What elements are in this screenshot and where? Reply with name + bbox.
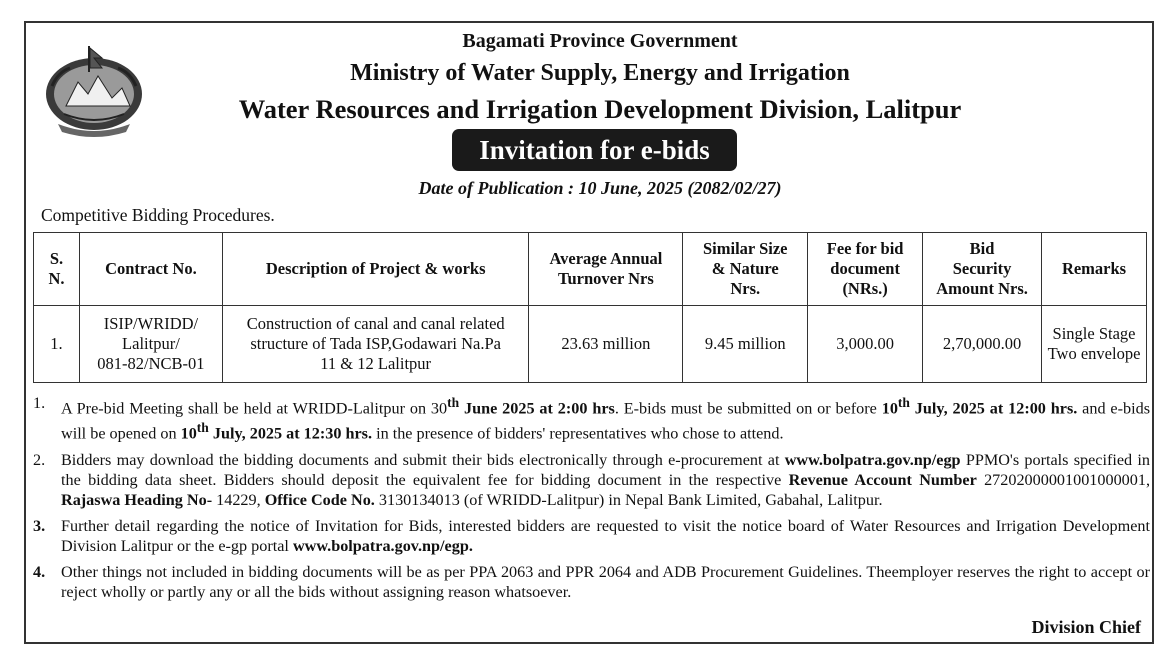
- cell-description: Construction of canal and canal related structure of Tada ISP,Godawari Na.Pa 11 & 12 Lalitpur: [222, 306, 529, 383]
- note-2: 2. Bidders may download the bidding documents and submit their bids electronically through e-procurement at www.bolpatra.gov.np/egp PPMO's portals specified in the bidding data sheet. Bidders should deposit the equivalent fee for bidding document in the respective Revenue Account Number 27202000001001000001, Rajaswa Heading No- 14229, Office Code No. 3130134013 (of WRIDD-Lalitpur) in Nepal Bank Limited, Gabahal, Lalitpur.: [33, 450, 1150, 509]
- ministry-name: Ministry of Water Supply, Energy and Irrigation: [350, 60, 850, 86]
- nepal-emblem-icon: [38, 42, 150, 138]
- note-1: 1. A Pre-bid Meeting shall be held at WRIDD-Lalitpur on 30th June 2025 at 2:00 hrs. E-bids must be submitted on or before 10th July, 2025 at 12:00 hrs. and e-bids will be opened on 10th July, 2025 at 12:30 hrs. in the presence of bidders' representatives who chose to attend.: [33, 394, 1150, 443]
- cell-sn: 1.: [34, 306, 80, 383]
- cell-contract: ISIP/WRIDD/ Lalitpur/ 081-82/NCB-01: [79, 306, 222, 383]
- table-header-row: [34, 233, 1147, 306]
- bid-table: [33, 232, 1147, 383]
- division-name: Water Resources and Irrigation Development Division, Lalitpur: [238, 94, 962, 124]
- notice-title: Invitation for e-bids: [452, 129, 737, 171]
- col-header-security: Bid Security Amount Nrs.: [923, 233, 1042, 306]
- col-header-description: Description of Project & works: [222, 233, 529, 306]
- egp-portal-link[interactable]: www.bolpatra.gov.np/egp.: [292, 536, 473, 555]
- col-header-fee: Fee for bid document (NRs.): [808, 233, 923, 306]
- col-header-contract: Contract No.: [79, 233, 222, 306]
- publication-date: Date of Publication : 10 June, 2025 (2082/02/27): [418, 178, 782, 198]
- cell-fee: 3,000.00: [808, 306, 923, 383]
- col-header-turnover: Average Annual Turnover Nrs: [529, 233, 683, 306]
- col-header-remarks: Remarks: [1042, 233, 1147, 306]
- notes-list: [33, 393, 1150, 608]
- note-3: 3. Further detail regarding the notice of Invitation for Bids, interested bidders are requested to visit the notice board of Water Resources and Irrigation Development Division Lalitpur or the e-gp portal www.bolpatra.gov.np/egp.: [33, 516, 1150, 555]
- procedure-label: Competitive Bidding Procedures.: [41, 205, 275, 225]
- table-row: [34, 306, 1147, 383]
- col-header-sn: S. N.: [34, 233, 80, 306]
- cell-similar: 9.45 million: [683, 306, 808, 383]
- cell-turnover: 23.63 million: [529, 306, 683, 383]
- cell-remarks: Single Stage Two envelope: [1042, 306, 1147, 383]
- government-name: Bagamati Province Government: [462, 30, 738, 52]
- col-header-similar: Similar Size & Nature Nrs.: [683, 233, 808, 306]
- note-4: 4. Other things not included in bidding documents will be as per PPA 2063 and PPR 2064 and ADB Procurement Guidelines. Theemployer reserves the right to accept or reject wholly or partly any or all the bids without assigning reason whatsoever.: [33, 562, 1150, 601]
- egp-link[interactable]: www.bolpatra.gov.np/egp: [784, 450, 961, 469]
- signature: Division Chief: [1031, 617, 1141, 637]
- cell-security: 2,70,000.00: [923, 306, 1042, 383]
